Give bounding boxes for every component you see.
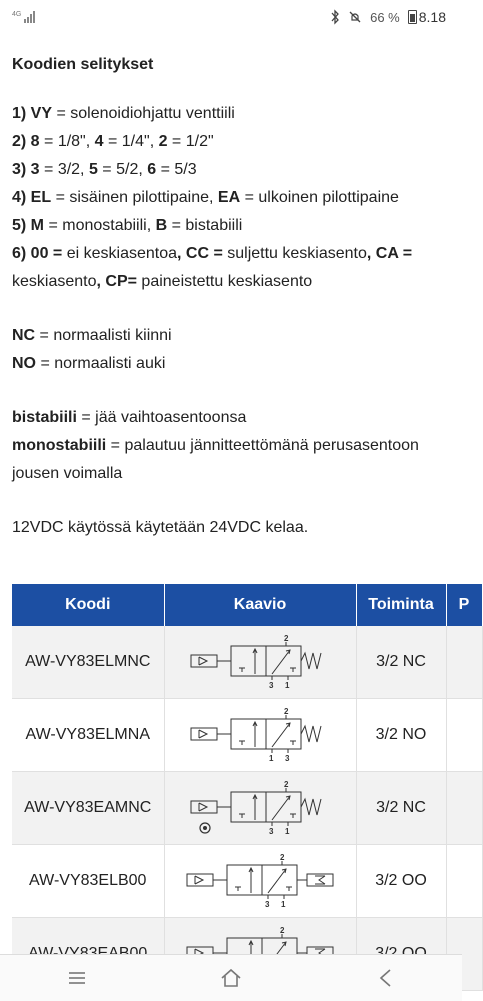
svg-text:2: 2 [280, 926, 285, 935]
svg-text:1: 1 [281, 900, 286, 909]
mute-icon [348, 10, 362, 24]
code-text: keskiasento [12, 273, 97, 290]
code-line [12, 100, 472, 128]
code-line [12, 128, 472, 156]
code-text: suljettu keskiasento [222, 245, 367, 262]
table-row [12, 772, 482, 845]
code-number: 5) [12, 217, 31, 234]
code-number: 1) [12, 105, 31, 122]
term: NC [12, 327, 36, 344]
code-number: 3) [12, 161, 31, 178]
svg-text:2: 2 [284, 707, 289, 716]
home-button[interactable] [211, 963, 251, 993]
nc-no-line [12, 350, 472, 378]
valve-diagram-icon [185, 853, 335, 909]
network-type: 4G [12, 10, 22, 18]
header-toiminta: Toiminta [356, 584, 446, 626]
definition: jousen voimalla [12, 465, 123, 482]
valve-diagram-icon [185, 707, 335, 763]
back-icon [378, 968, 392, 988]
table-row [12, 626, 482, 699]
valve-diagram [164, 699, 356, 772]
product-code: AW-VY83ELB00 [12, 845, 164, 918]
code-number: 4) [12, 189, 31, 206]
stability-definitions [12, 404, 472, 488]
back-button[interactable] [365, 963, 405, 993]
code-line [12, 268, 472, 296]
valve-diagram [164, 845, 356, 918]
code-key: 00 = [30, 245, 63, 262]
svg-text:2: 2 [284, 780, 289, 789]
content [12, 40, 472, 542]
bluetooth-icon [330, 10, 340, 24]
extra-cell [446, 772, 482, 845]
header-kaavio: Kaavio [164, 584, 356, 626]
code-key: EL [30, 189, 52, 206]
definition: = normaalisti kiinni [35, 327, 172, 344]
function-cell: 3/2 NC [356, 772, 446, 845]
code-line [12, 240, 472, 268]
valve-diagram-icon [185, 780, 335, 836]
table-header-row [12, 584, 482, 626]
code-line [12, 184, 472, 212]
code-number: 2) [12, 133, 31, 150]
navigation-bar [0, 954, 462, 1001]
header-p: P [446, 584, 482, 626]
term: NO [12, 355, 36, 372]
code-key: 4 [94, 133, 104, 150]
svg-text:1: 1 [269, 754, 274, 763]
function-cell: 3/2 OO [356, 845, 446, 918]
svg-text:1: 1 [285, 681, 290, 690]
extra-cell [446, 626, 482, 699]
code-text: = monostabiili, [44, 217, 156, 234]
svg-text:2: 2 [280, 853, 285, 862]
code-text: = solenoidiohjattu venttiili [52, 105, 235, 122]
code-text: = 5/2, [97, 161, 148, 178]
code-text: paineistettu keskiasento [136, 273, 313, 290]
code-line [12, 212, 472, 240]
valve-diagram [164, 772, 356, 845]
battery-percent: 66 % [370, 9, 400, 25]
code-explanations [12, 100, 472, 296]
code-line [12, 156, 472, 184]
function-cell: 3/2 NO [356, 699, 446, 772]
definition: = palautuu jännitteettömänä perusasentoon [106, 437, 419, 454]
product-code: AW-VY83ELMNC [12, 626, 164, 699]
status-left [12, 11, 36, 23]
code-text: = 3/2, [39, 161, 89, 178]
stability-line [12, 432, 472, 460]
code-text: = 5/3 [156, 161, 197, 178]
code-key: 5 [88, 161, 98, 178]
nc-no-line [12, 322, 472, 350]
code-key: EA [217, 189, 241, 206]
signal-icon [24, 11, 36, 23]
code-key: 8 [30, 133, 40, 150]
clock: 8.18 [418, 9, 446, 25]
header-koodi: Koodi [12, 584, 164, 626]
voltage-note: 12VDC käytössä käytetään 24VDC kelaa. [12, 519, 309, 536]
code-text: = 1/4", [103, 133, 159, 150]
term: bistabiili [12, 409, 77, 426]
valve-diagram [164, 626, 356, 699]
code-key: , CA = [366, 245, 413, 262]
product-table [12, 584, 470, 954]
code-text: = sisäinen pilottipaine, [51, 189, 218, 206]
product-code: AW-VY83ELMNA [12, 699, 164, 772]
definition: = normaalisti auki [36, 355, 166, 372]
function-cell: 3/2 NC [356, 626, 446, 699]
code-text: = bistabiili [167, 217, 243, 234]
home-icon [220, 968, 242, 988]
status-bar [0, 0, 462, 34]
definition: = jää vaihtoasentoonsa [76, 409, 247, 426]
code-key: M [30, 217, 44, 234]
code-key: 2 [158, 133, 168, 150]
svg-text:3: 3 [269, 827, 274, 836]
code-text: = 1/2" [167, 133, 214, 150]
battery-icon [408, 10, 417, 24]
menu-icon [67, 970, 87, 986]
svg-text:1: 1 [285, 827, 290, 836]
stability-line [12, 460, 472, 488]
nc-no-definitions [12, 322, 472, 378]
stability-line [12, 404, 472, 432]
code-key: B [155, 217, 168, 234]
svg-text:2: 2 [284, 634, 289, 643]
status-right [330, 9, 446, 25]
code-key: , CC = [177, 245, 223, 262]
svg-text:3: 3 [265, 900, 270, 909]
extra-cell [446, 699, 482, 772]
table-row [12, 699, 482, 772]
code-key: , CP= [96, 273, 137, 290]
svg-text:3: 3 [285, 754, 290, 763]
code-number: 6) [12, 245, 31, 262]
code-text: = 1/8", [39, 133, 95, 150]
code-text: = ulkoinen pilottipaine [240, 189, 399, 206]
table-body [12, 626, 482, 991]
menu-button[interactable] [57, 963, 97, 993]
valve-diagram-icon [185, 634, 335, 690]
code-key: 3 [30, 161, 40, 178]
code-key: VY [30, 105, 53, 122]
page-heading: Koodien selitykset [12, 56, 154, 73]
svg-text:3: 3 [269, 681, 274, 690]
term: monostabiili [12, 437, 107, 454]
table-row [12, 845, 482, 918]
product-code: AW-VY83EAMNC [12, 772, 164, 845]
code-text: ei keskiasentoa [62, 245, 177, 262]
extra-cell [446, 845, 482, 918]
code-key: 6 [147, 161, 157, 178]
